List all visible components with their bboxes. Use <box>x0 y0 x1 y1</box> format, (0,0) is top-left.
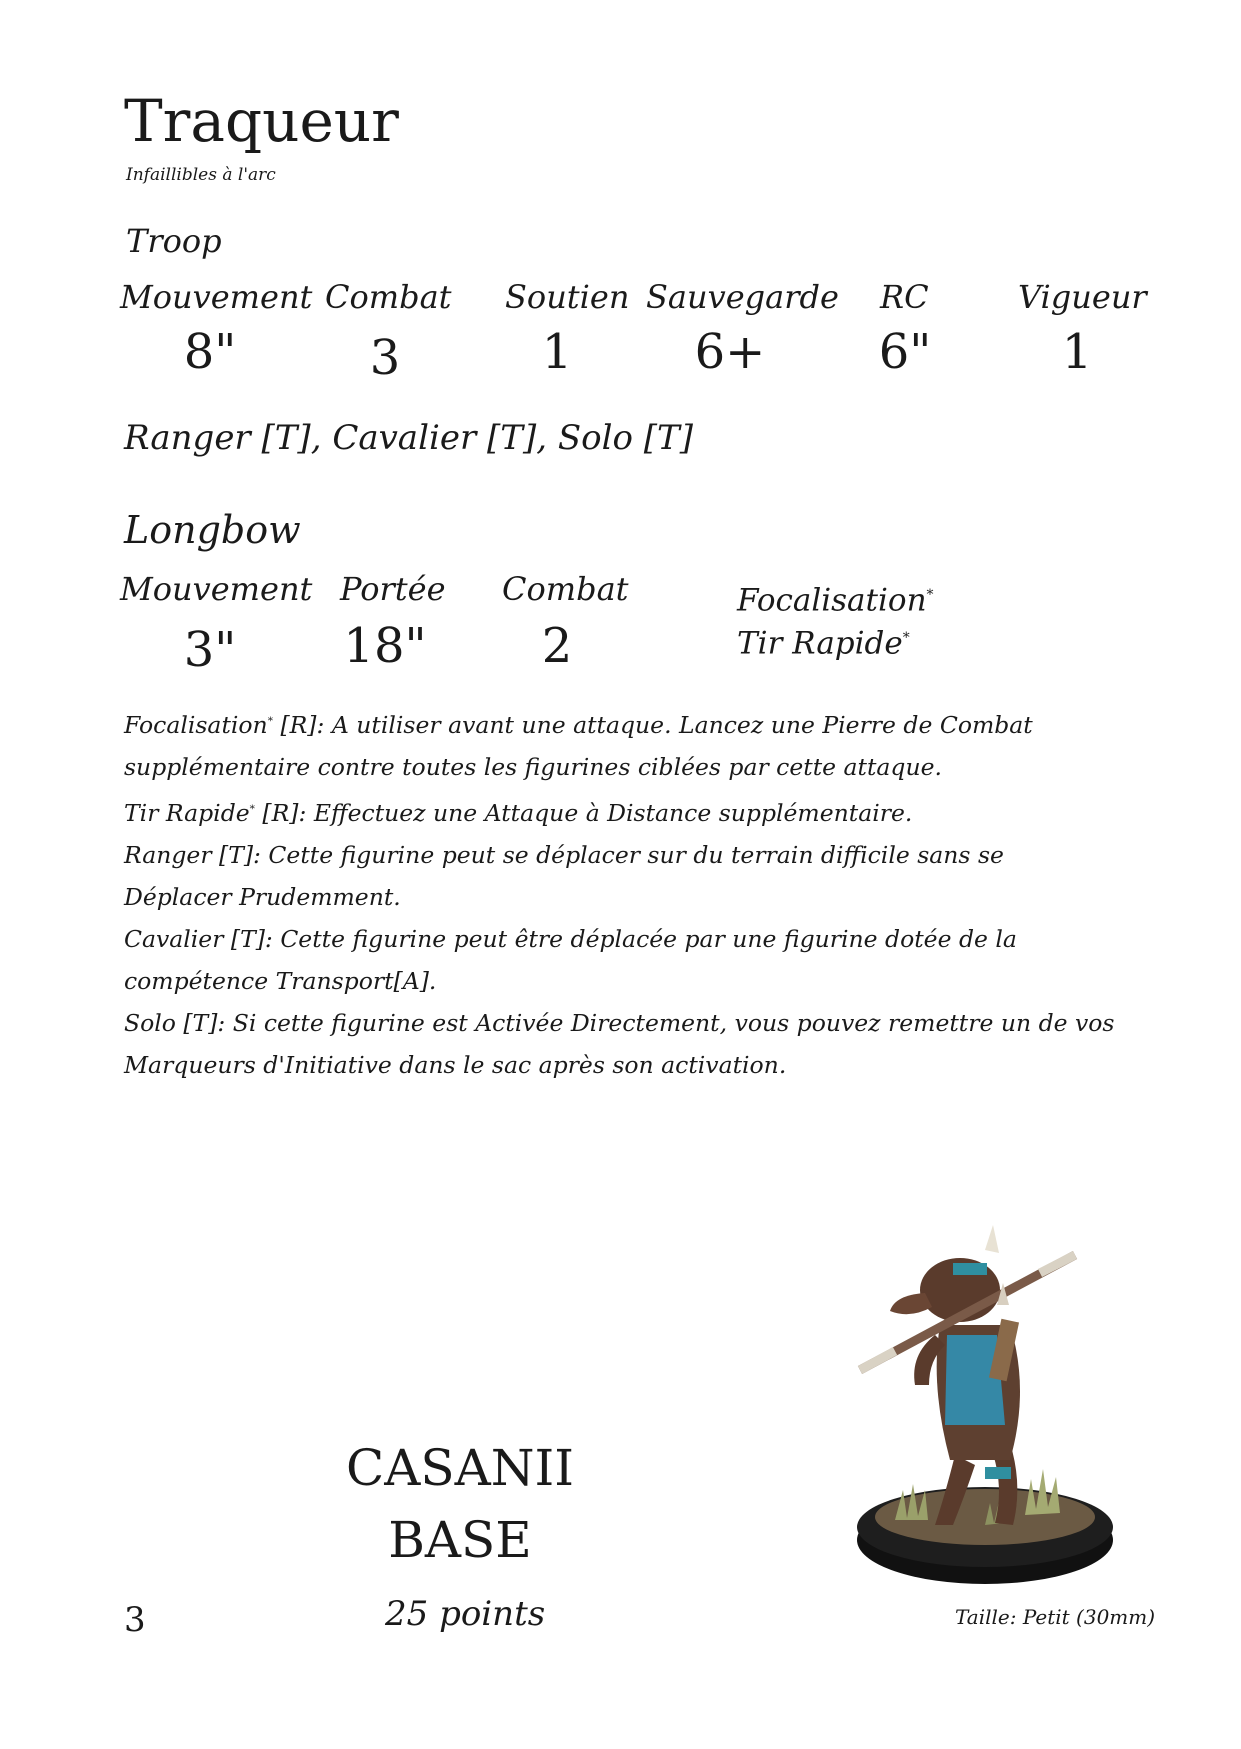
stat-value-vigueur: 1 <box>1061 324 1093 380</box>
unit-keywords: Ranger [T], Cavalier [T], Solo [T] <box>124 418 693 458</box>
faction-block <box>300 1432 620 1576</box>
weapon-abilities <box>737 576 934 663</box>
unit-subtitle: Infaillibles à l'arc <box>126 165 276 185</box>
weapon-stat-label-combat: Combat <box>502 570 629 608</box>
points-cost: 25 points <box>385 1594 546 1634</box>
base-size: Taille: Petit (30mm) <box>955 1605 1156 1629</box>
page-number: 3 <box>124 1600 146 1640</box>
rule-line: compétence Transport[A]. <box>124 966 437 995</box>
stat-value-mouvement: 8" <box>183 324 237 380</box>
unit-title: Traqueur <box>124 87 399 155</box>
stat-value-rc: 6" <box>878 324 932 380</box>
rules-text <box>124 700 1115 1086</box>
weapon-stat-value-mouvement: 3" <box>183 622 237 678</box>
stat-value-soutien: 1 <box>541 324 573 380</box>
miniature-image <box>835 1205 1135 1599</box>
weapon-stat-label-mouvement: Mouvement <box>120 570 313 608</box>
stat-value-sauvegarde: 6+ <box>694 324 766 380</box>
stat-label-combat: Combat <box>325 278 452 316</box>
stat-label-sauvegarde: Sauvegarde <box>646 278 839 316</box>
weapon-stat-value-combat: 2 <box>541 618 573 674</box>
rule-line: supplémentaire contre toutes les figurines ciblées par cette attaque. <box>124 752 942 781</box>
rule-line: Focalisation* [R]: A utiliser avant une attaque. Lancez une Pierre de Combat <box>124 710 1033 739</box>
stat-value-combat: 3 <box>369 330 401 386</box>
rule-line: Marqueurs d'Initiative dans le sac après son activation. <box>124 1050 787 1079</box>
stat-label-vigueur: Vigueur <box>1018 278 1147 316</box>
stat-label-rc: RC <box>880 278 929 316</box>
weapon-name: Longbow <box>124 508 301 552</box>
faction-name: CASANII <box>346 1439 574 1497</box>
stat-label-mouvement: Mouvement <box>120 278 313 316</box>
weapon-ability: Tir Rapide* <box>737 625 910 662</box>
weapon-stat-label-portee: Portée <box>340 570 446 608</box>
stat-label-soutien: Soutien <box>505 278 630 316</box>
rule-line: Ranger [T]: Cette figurine peut se déplacer sur du terrain difficile sans se <box>124 840 1004 869</box>
rule-line: Cavalier [T]: Cette figurine peut être déplacée par une figurine dotée de la <box>124 924 1017 953</box>
rule-line: Déplacer Prudemment. <box>124 882 401 911</box>
faction-subname: BASE <box>388 1511 532 1569</box>
rule-line: Solo [T]: Si cette figurine est Activée Directement, vous pouvez remettre un de vos <box>124 1008 1115 1037</box>
weapon-stat-value-portee: 18" <box>343 618 427 674</box>
unit-type: Troop <box>126 222 222 260</box>
rule-line: Tir Rapide* [R]: Effectuez une Attaque à Distance supplémentaire. <box>124 798 913 827</box>
weapon-ability: Focalisation* <box>737 582 934 619</box>
